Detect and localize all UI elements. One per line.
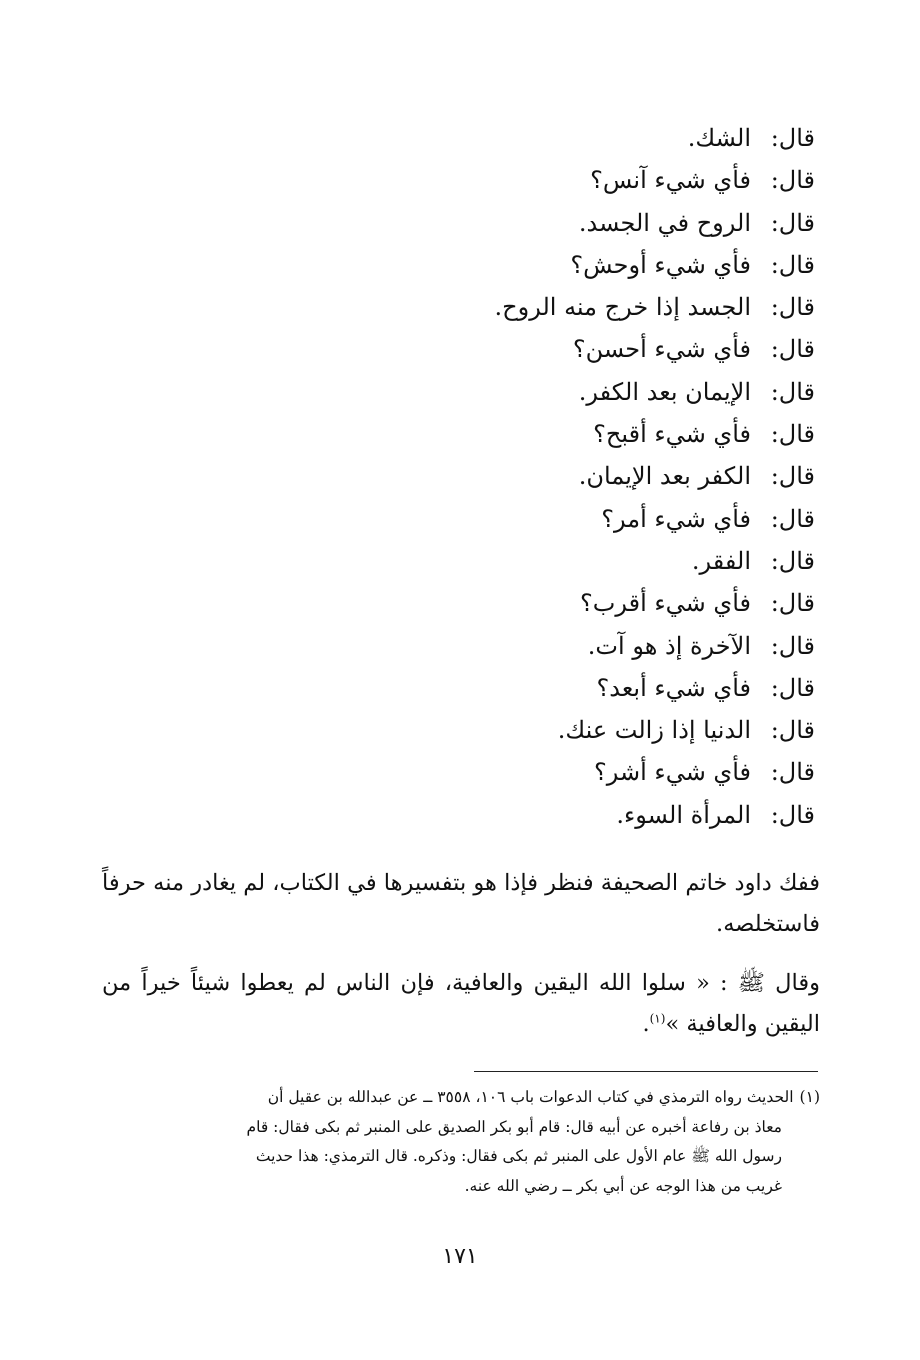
speaker-label: قال: [770,293,815,322]
paragraph-hadith [102,963,820,1045]
hadith-end: . [642,1011,650,1037]
dialogue-text: فأي شيء أبعد؟ [596,673,751,702]
footnote-line [102,1113,820,1143]
dialogue-text: المرأة السوء. [616,800,751,829]
dialogue-text: الروح في الجسد. [578,208,751,237]
dialogue-line [255,159,815,201]
dialogue-text: فأي شيء أشر؟ [594,758,751,787]
speaker-label: قال: [770,377,815,406]
speaker-label: قال: [770,716,815,745]
dialogue-line [255,371,815,413]
dialogue-line [255,625,815,667]
page-number: ١٧١ [442,1244,478,1269]
footnote-text: الحديث رواه الترمذي في كتاب الدعوات باب ١٠٦، ٣٥٥٨ ــ عن عبدالله بن عقيل أن [267,1088,794,1106]
dialogue-line [255,751,815,793]
speaker-label: قال: [770,589,815,618]
dialogue-line [255,498,815,540]
dialogue-text: فأي شيء أمر؟ [601,504,751,533]
dialogue-list [255,117,815,836]
dialogue-line [255,709,815,751]
footnote-line [102,1083,820,1113]
dialogue-line [255,328,815,370]
dialogue-text: فأي شيء أوحش؟ [570,250,751,279]
speaker-label: قال: [770,166,815,195]
hadith-text: وقال ﷺ : « سلوا الله اليقين والعافية، فإن الناس لم يعطوا شيئاً خيراً من اليقين والعافية » [102,970,820,1037]
dialogue-text: الدنيا إذا زالت عنك. [557,716,751,745]
footnote-line [102,1142,820,1172]
dialogue-text: فأي شيء أحسن؟ [572,335,751,364]
dialogue-line [255,582,815,624]
speaker-label: قال: [770,208,815,237]
dialogue-line [255,413,815,455]
dialogue-line [255,117,815,159]
speaker-label: قال: [770,124,815,152]
speaker-label: قال: [770,250,815,279]
speaker-label: قال: [770,335,815,364]
dialogue-line [255,286,815,328]
speaker-label: قال: [770,462,815,491]
dialogue-text: فأي شيء أقرب؟ [580,589,751,618]
speaker-label: قال: [770,758,815,787]
footnote-text: رسول الله ﷺ عام الأول على المنبر ثم بكى فقال: وذكره. قال الترمذي: هذا حديث [255,1147,782,1165]
dialogue-text: الإيمان بعد الكفر. [578,377,751,406]
paragraph-seal: ففك داود خاتم الصحيفة فنظر فإذا هو بتفسيرها في الكتاب، لم يغادر منه حرفاً فاستخلصه. [102,870,820,937]
dialogue-text: فأي شيء أقبح؟ [593,420,751,449]
footnote-line [102,1172,820,1202]
speaker-label: قال: [770,673,815,702]
dialogue-text: الجسد إذا خرج منه الروح. [494,293,751,322]
footnote-text: معاذ بن رفاعة أخبره عن أبيه قال: قام أبو بكر الصديق على المنبر ثم بكى فقال: قام [246,1117,782,1136]
dialogue-text: الشك. [687,124,751,152]
dialogue-text: الفقر. [691,546,751,575]
footnote-marker: (١) [649,1011,666,1026]
dialogue-line [255,202,815,244]
speaker-label: قال: [770,504,815,533]
footnote-text: غريب من هذا الوجه عن أبي بكر ــ رضي الله عنه. [464,1176,782,1195]
footnote [102,1083,820,1201]
dialogue-text: الكفر بعد الإيمان. [578,462,751,491]
dialogue-text: فأي شيء آنس؟ [590,166,751,195]
dialogue-line [255,244,815,286]
dialogue-line [255,794,815,836]
dialogue-line [255,540,815,582]
dialogue-text: الآخرة إذ هو آت. [587,631,751,660]
footnote-number: (١) [799,1088,820,1106]
speaker-label: قال: [770,800,815,829]
speaker-label: قال: [770,546,815,575]
speaker-label: قال: [770,631,815,660]
speaker-label: قال: [770,420,815,449]
footnote-divider [474,1071,818,1072]
dialogue-line [255,667,815,709]
dialogue-line [255,455,815,497]
